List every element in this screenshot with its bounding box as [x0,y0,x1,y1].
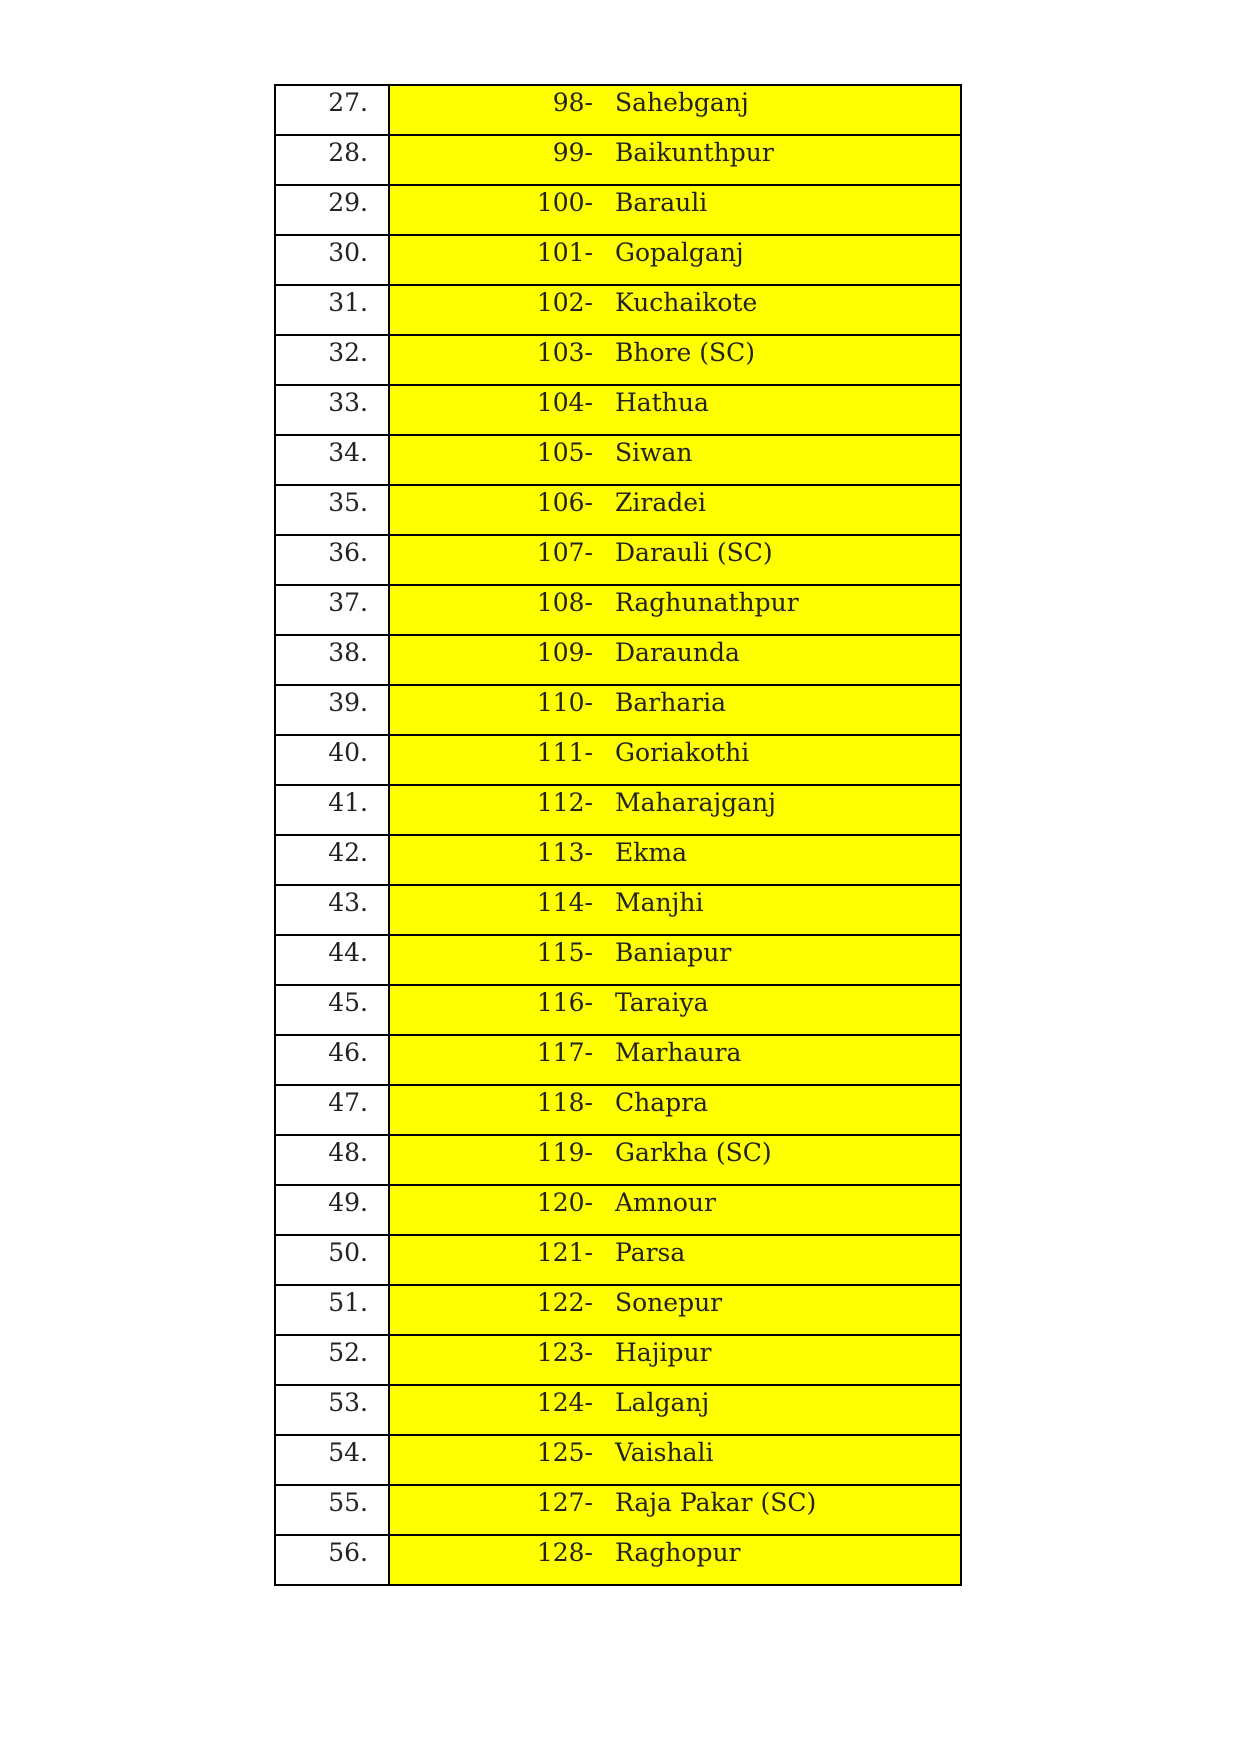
table-row [275,335,961,385]
serial-cell [275,585,389,635]
constituency-wrap [390,686,960,718]
constituency-number: 111- [536,738,593,767]
serial-number: 53. [328,1388,368,1417]
table-row [275,985,961,1035]
constituency-name: Ziradei [615,488,707,517]
table-row [275,135,961,185]
constituency-name: Darauli (SC) [615,538,773,567]
constituency-number: 124- [536,1388,593,1417]
constituency-name: Hathua [615,388,709,417]
constituency-wrap [390,1386,960,1418]
constituency-number: 104- [536,388,593,417]
constituency-cell [389,85,961,135]
serial-cell [275,1235,389,1285]
constituency-wrap [390,236,960,268]
table-row [275,1485,961,1535]
table-row [275,735,961,785]
constituency-cell [389,885,961,935]
constituency-cell [389,1335,961,1385]
serial-number: 38. [328,638,368,667]
table-row [275,685,961,735]
serial-number: 45. [328,988,368,1017]
constituency-wrap [390,1536,960,1568]
constituency-cell [389,935,961,985]
constituency-name: Maharajganj [615,788,776,817]
constituency-wrap [390,586,960,618]
table-row [275,785,961,835]
serial-cell [275,435,389,485]
serial-number: 49. [328,1188,368,1217]
constituency-cell [389,785,961,835]
constituency-cell [389,385,961,435]
serial-cell [275,835,389,885]
constituency-cell [389,1035,961,1085]
serial-number: 43. [328,888,368,917]
serial-cell [275,785,389,835]
constituency-number: 110- [536,688,593,717]
serial-number: 35. [328,488,368,517]
table-row [275,1385,961,1435]
serial-number: 32. [328,338,368,367]
constituency-wrap [390,336,960,368]
table-row [275,1235,961,1285]
serial-number: 30. [328,238,368,267]
constituency-number: 115- [536,938,593,967]
constituency-number: 98- [552,88,593,117]
table-row [275,85,961,135]
constituency-cell [389,1535,961,1585]
constituency-cell [389,585,961,635]
constituency-number: 103- [536,338,593,367]
constituency-name: Barauli [615,188,708,217]
constituency-name: Siwan [615,438,693,467]
constituency-cell [389,985,961,1035]
constituency-cell [389,1235,961,1285]
constituency-cell [389,1385,961,1435]
constituency-cell [389,1185,961,1235]
constituency-number: 123- [536,1338,593,1367]
table-body [275,85,961,1585]
serial-cell [275,535,389,585]
constituency-name: Goriakothi [615,738,750,767]
table-row [275,1535,961,1585]
constituency-wrap [390,536,960,568]
serial-number: 56. [328,1538,368,1567]
constituency-cell [389,135,961,185]
constituency-name: Parsa [615,1238,686,1267]
constituency-wrap [390,1036,960,1068]
serial-cell [275,485,389,535]
table-row [275,1035,961,1085]
table-row [275,935,961,985]
constituency-number: 128- [536,1538,593,1567]
constituency-number: 119- [536,1138,593,1167]
constituency-name: Garkha (SC) [615,1138,772,1167]
serial-cell [275,285,389,335]
serial-number: 34. [328,438,368,467]
table-row [275,1335,961,1385]
constituency-wrap [390,836,960,868]
constituency-wrap [390,1336,960,1368]
constituency-name: Raja Pakar (SC) [615,1488,817,1517]
serial-cell [275,135,389,185]
constituency-number: 106- [536,488,593,517]
constituency-number: 109- [536,638,593,667]
constituency-number: 117- [536,1038,593,1067]
serial-cell [275,1285,389,1335]
serial-cell [275,385,389,435]
serial-number: 48. [328,1138,368,1167]
serial-cell [275,1435,389,1485]
constituency-name: Marhaura [615,1038,742,1067]
constituency-name: Manjhi [615,888,704,917]
constituency-wrap [390,136,960,168]
constituency-number: 108- [536,588,593,617]
serial-cell [275,1485,389,1535]
constituency-name: Lalganj [615,1388,710,1417]
table-row [275,185,961,235]
constituency-wrap [390,386,960,418]
serial-cell [275,635,389,685]
constituency-wrap [390,1286,960,1318]
serial-cell [275,1185,389,1235]
serial-cell [275,885,389,935]
constituency-cell [389,685,961,735]
constituency-cell [389,535,961,585]
serial-number: 28. [328,138,368,167]
constituency-cell [389,435,961,485]
constituency-number: 127- [536,1488,593,1517]
constituency-wrap [390,936,960,968]
constituency-wrap [390,1436,960,1468]
constituency-cell [389,1485,961,1535]
serial-number: 29. [328,188,368,217]
table-row [275,1185,961,1235]
constituency-name: Sonepur [615,1288,723,1317]
serial-cell [275,85,389,135]
serial-number: 44. [328,938,368,967]
table-row [275,235,961,285]
constituency-name: Kuchaikote [615,288,758,317]
serial-number: 27. [328,88,368,117]
constituency-cell [389,1085,961,1135]
serial-number: 37. [328,588,368,617]
table-row [275,585,961,635]
constituency-name: Hajipur [615,1338,712,1367]
constituency-name: Raghunathpur [615,588,799,617]
constituency-wrap [390,1236,960,1268]
serial-number: 50. [328,1238,368,1267]
constituency-cell [389,1285,961,1335]
serial-cell [275,235,389,285]
constituency-wrap [390,886,960,918]
constituency-name: Baikunthpur [615,138,774,167]
serial-cell [275,935,389,985]
constituency-name: Taraiya [615,988,709,1017]
constituency-name: Ekma [615,838,688,867]
constituency-cell [389,1135,961,1185]
table-row [275,1285,961,1335]
table-row [275,385,961,435]
constituency-number: 114- [536,888,593,917]
table-row [275,285,961,335]
constituency-wrap [390,486,960,518]
constituency-name: Amnour [615,1188,716,1217]
table-row [275,435,961,485]
serial-number: 51. [328,1288,368,1317]
serial-cell [275,1535,389,1585]
constituency-number: 112- [536,788,593,817]
constituency-number: 102- [536,288,593,317]
serial-number: 31. [328,288,368,317]
serial-cell [275,335,389,385]
constituency-cell [389,735,961,785]
serial-number: 41. [328,788,368,817]
serial-cell [275,1385,389,1435]
constituency-wrap [390,786,960,818]
table-row [275,635,961,685]
constituency-name: Raghopur [615,1538,741,1567]
serial-number: 55. [328,1488,368,1517]
constituency-name: Sahebganj [615,88,749,117]
table-row [275,835,961,885]
constituency-cell [389,185,961,235]
constituency-wrap [390,286,960,318]
serial-cell [275,1035,389,1085]
table-row [275,485,961,535]
serial-number: 33. [328,388,368,417]
constituency-wrap [390,436,960,468]
constituency-number: 121- [536,1238,593,1267]
constituency-wrap [390,736,960,768]
constituency-wrap [390,1136,960,1168]
serial-number: 39. [328,688,368,717]
table-row [275,1135,961,1185]
constituency-cell [389,635,961,685]
table-row [275,535,961,585]
serial-number: 52. [328,1338,368,1367]
serial-number: 42. [328,838,368,867]
table-row [275,885,961,935]
constituency-cell [389,285,961,335]
serial-cell [275,1335,389,1385]
constituency-wrap [390,636,960,668]
serial-cell [275,1085,389,1135]
serial-number: 40. [328,738,368,767]
constituency-number: 107- [536,538,593,567]
constituency-number: 116- [536,988,593,1017]
constituency-cell [389,1435,961,1485]
constituency-table [274,84,962,1586]
constituency-wrap [390,1186,960,1218]
constituency-number: 120- [536,1188,593,1217]
serial-cell [275,185,389,235]
serial-cell [275,1135,389,1185]
table-row [275,1085,961,1135]
serial-number: 46. [328,1038,368,1067]
constituency-cell [389,335,961,385]
constituency-wrap [390,186,960,218]
serial-cell [275,735,389,785]
constituency-name: Vaishali [615,1438,714,1467]
constituency-number: 101- [536,238,593,267]
serial-number: 54. [328,1438,368,1467]
constituency-number: 100- [536,188,593,217]
constituency-number: 99- [552,138,593,167]
constituency-name: Bhore (SC) [615,338,755,367]
constituency-number: 113- [536,838,593,867]
constituency-cell [389,235,961,285]
serial-cell [275,685,389,735]
constituency-number: 125- [536,1438,593,1467]
serial-cell [275,985,389,1035]
constituency-wrap [390,986,960,1018]
constituency-wrap [390,1486,960,1518]
constituency-cell [389,835,961,885]
constituency-number: 122- [536,1288,593,1317]
constituency-name: Daraunda [615,638,740,667]
table-row [275,1435,961,1485]
constituency-number: 118- [536,1088,593,1117]
constituency-wrap [390,1086,960,1118]
serial-number: 47. [328,1088,368,1117]
constituency-name: Barharia [615,688,727,717]
constituency-cell [389,485,961,535]
constituency-wrap [390,86,960,118]
constituency-name: Chapra [615,1088,708,1117]
constituency-number: 105- [536,438,593,467]
constituency-name: Baniapur [615,938,732,967]
serial-number: 36. [328,538,368,567]
constituency-name: Gopalganj [615,238,744,267]
